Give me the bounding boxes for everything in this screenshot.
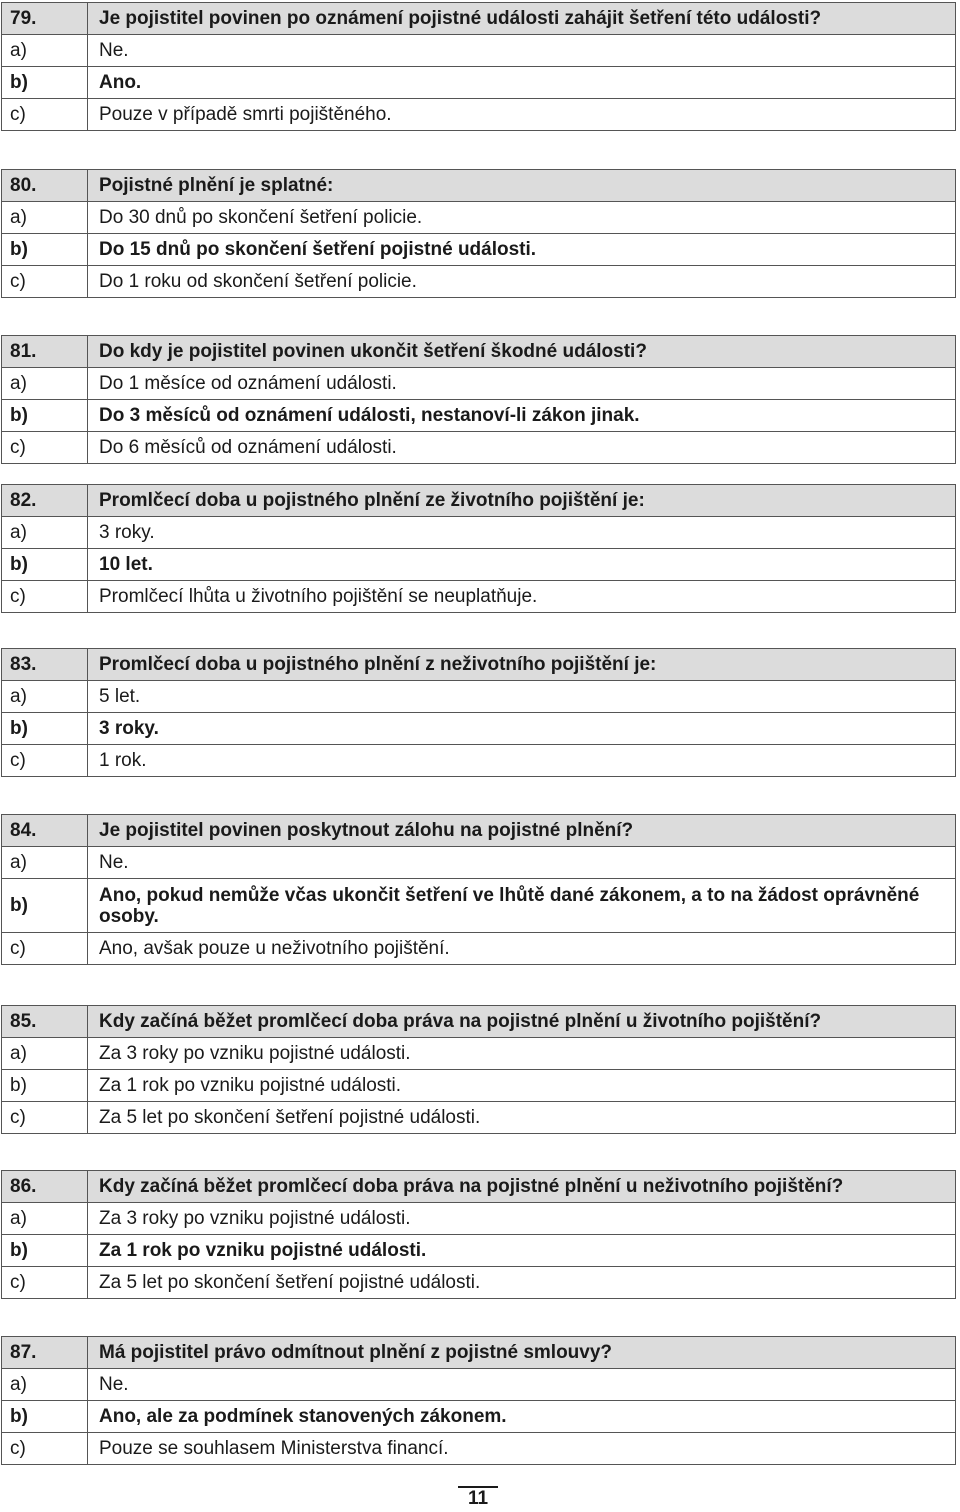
answer-letter: c) [2,1102,88,1134]
answer-text: Ne. [88,1369,956,1401]
answer-row [2,879,956,933]
answer-text: Ne. [88,35,956,67]
answer-text: Za 1 rok po vzniku pojistné události. [88,1235,956,1267]
answer-text: Do 15 dnů po skončení šetření pojistné události. [88,234,956,266]
answer-text: Ano, ale za podmínek stanovených zákonem. [88,1401,956,1433]
answer-letter: c) [2,745,88,777]
answer-text: Za 5 let po skončení šetření pojistné události. [88,1267,956,1299]
answer-text: Promlčecí lhůta u životního pojištění se neuplatňuje. [88,581,956,613]
answer-text: Do 6 měsíců od oznámení události. [88,432,956,464]
question-block [1,1005,956,1134]
answer-text: Do 30 dnů po skončení šetření policie. [88,202,956,234]
question-header-row [2,1337,956,1369]
question-number: 87. [2,1337,88,1369]
question-header-row [2,170,956,202]
answer-text: Do 1 měsíce od oznámení události. [88,368,956,400]
answer-text: Pouze se souhlasem Ministerstva financí. [88,1433,956,1465]
answer-row [2,847,956,879]
answer-letter: c) [2,581,88,613]
page-number: 11 [458,1486,498,1510]
answer-text: Ano, avšak pouze u neživotního pojištění. [88,933,956,965]
answer-row [2,99,956,131]
question-header-row [2,815,956,847]
question-text: Pojistné plnění je splatné: [88,170,956,202]
answer-letter: a) [2,202,88,234]
question-text: Promlčecí doba u pojistného plnění z neživotního pojištění je: [88,649,956,681]
answer-row [2,933,956,965]
answer-row [2,713,956,745]
answer-row [2,1203,956,1235]
answer-letter: c) [2,432,88,464]
question-block [1,648,956,777]
question-header-row [2,485,956,517]
question-block [1,2,956,131]
answer-row [2,266,956,298]
question-block [1,1170,956,1299]
question-block [1,1336,956,1465]
question-number: 82. [2,485,88,517]
answer-row [2,368,956,400]
answer-text: Za 3 roky po vzniku pojistné události. [88,1203,956,1235]
answer-letter: b) [2,67,88,99]
answer-letter: c) [2,933,88,965]
question-text: Je pojistitel povinen po oznámení pojistné události zahájit šetření této události? [88,3,956,35]
question-number: 84. [2,815,88,847]
question-block [1,335,956,464]
answer-row [2,1267,956,1299]
question-header-row [2,649,956,681]
answer-letter: c) [2,266,88,298]
answer-letter: a) [2,681,88,713]
answer-letter: a) [2,368,88,400]
question-number: 80. [2,170,88,202]
question-number: 81. [2,336,88,368]
answer-letter: a) [2,35,88,67]
answer-text: Ano. [88,67,956,99]
answer-text: Za 5 let po skončení šetření pojistné události. [88,1102,956,1134]
answer-row [2,400,956,432]
question-block [1,169,956,298]
question-text: Promlčecí doba u pojistného plnění ze životního pojištění je: [88,485,956,517]
question-number: 85. [2,1006,88,1038]
answer-letter: b) [2,1070,88,1102]
answer-row [2,1433,956,1465]
question-text: Kdy začíná běžet promlčecí doba práva na pojistné plnění u životního pojištění? [88,1006,956,1038]
answer-row [2,681,956,713]
answer-letter: b) [2,234,88,266]
answer-row [2,1369,956,1401]
answer-text: Za 3 roky po vzniku pojistné události. [88,1038,956,1070]
answer-letter: c) [2,1433,88,1465]
question-block [1,484,956,613]
answer-text: 5 let. [88,681,956,713]
answer-letter: a) [2,847,88,879]
answer-row [2,1102,956,1134]
answer-row [2,1038,956,1070]
answer-row [2,1070,956,1102]
answer-row [2,67,956,99]
answer-letter: a) [2,1038,88,1070]
question-text: Je pojistitel povinen poskytnout zálohu na pojistné plnění? [88,815,956,847]
answer-row [2,581,956,613]
answer-row [2,517,956,549]
answer-letter: a) [2,517,88,549]
answer-text: Pouze v případě smrti pojištěného. [88,99,956,131]
answer-letter: b) [2,1235,88,1267]
answer-text: Do 3 měsíců od oznámení události, nestanoví-li zákon jinak. [88,400,956,432]
answer-letter: c) [2,1267,88,1299]
question-number: 86. [2,1171,88,1203]
answer-text: Za 1 rok po vzniku pojistné události. [88,1070,956,1102]
answer-letter: b) [2,400,88,432]
question-number: 83. [2,649,88,681]
question-header-row [2,1171,956,1203]
answer-letter: b) [2,713,88,745]
answer-text: 10 let. [88,549,956,581]
answer-text: 3 roky. [88,713,956,745]
answer-row [2,234,956,266]
answer-text: Ne. [88,847,956,879]
answer-text: 1 rok. [88,745,956,777]
answer-row [2,549,956,581]
answer-text: Ano, pokud nemůže včas ukončit šetření ve lhůtě dané zákonem, a to na žádost oprávněné osoby. [88,879,956,933]
answer-text: Do 1 roku od skončení šetření policie. [88,266,956,298]
answer-row [2,202,956,234]
answer-row [2,35,956,67]
answer-letter: c) [2,99,88,131]
answer-letter: b) [2,879,88,933]
answer-row [2,745,956,777]
answer-letter: b) [2,549,88,581]
answer-letter: a) [2,1369,88,1401]
answer-letter: a) [2,1203,88,1235]
question-text: Do kdy je pojistitel povinen ukončit šetření škodné události? [88,336,956,368]
question-header-row [2,1006,956,1038]
question-header-row [2,336,956,368]
question-text: Má pojistitel právo odmítnout plnění z pojistné smlouvy? [88,1337,956,1369]
answer-row [2,1401,956,1433]
question-number: 79. [2,3,88,35]
question-block [1,814,956,965]
answer-letter: b) [2,1401,88,1433]
question-header-row [2,3,956,35]
answer-row [2,1235,956,1267]
answer-text: 3 roky. [88,517,956,549]
question-text: Kdy začíná běžet promlčecí doba práva na pojistné plnění u neživotního pojištění? [88,1171,956,1203]
answer-row [2,432,956,464]
